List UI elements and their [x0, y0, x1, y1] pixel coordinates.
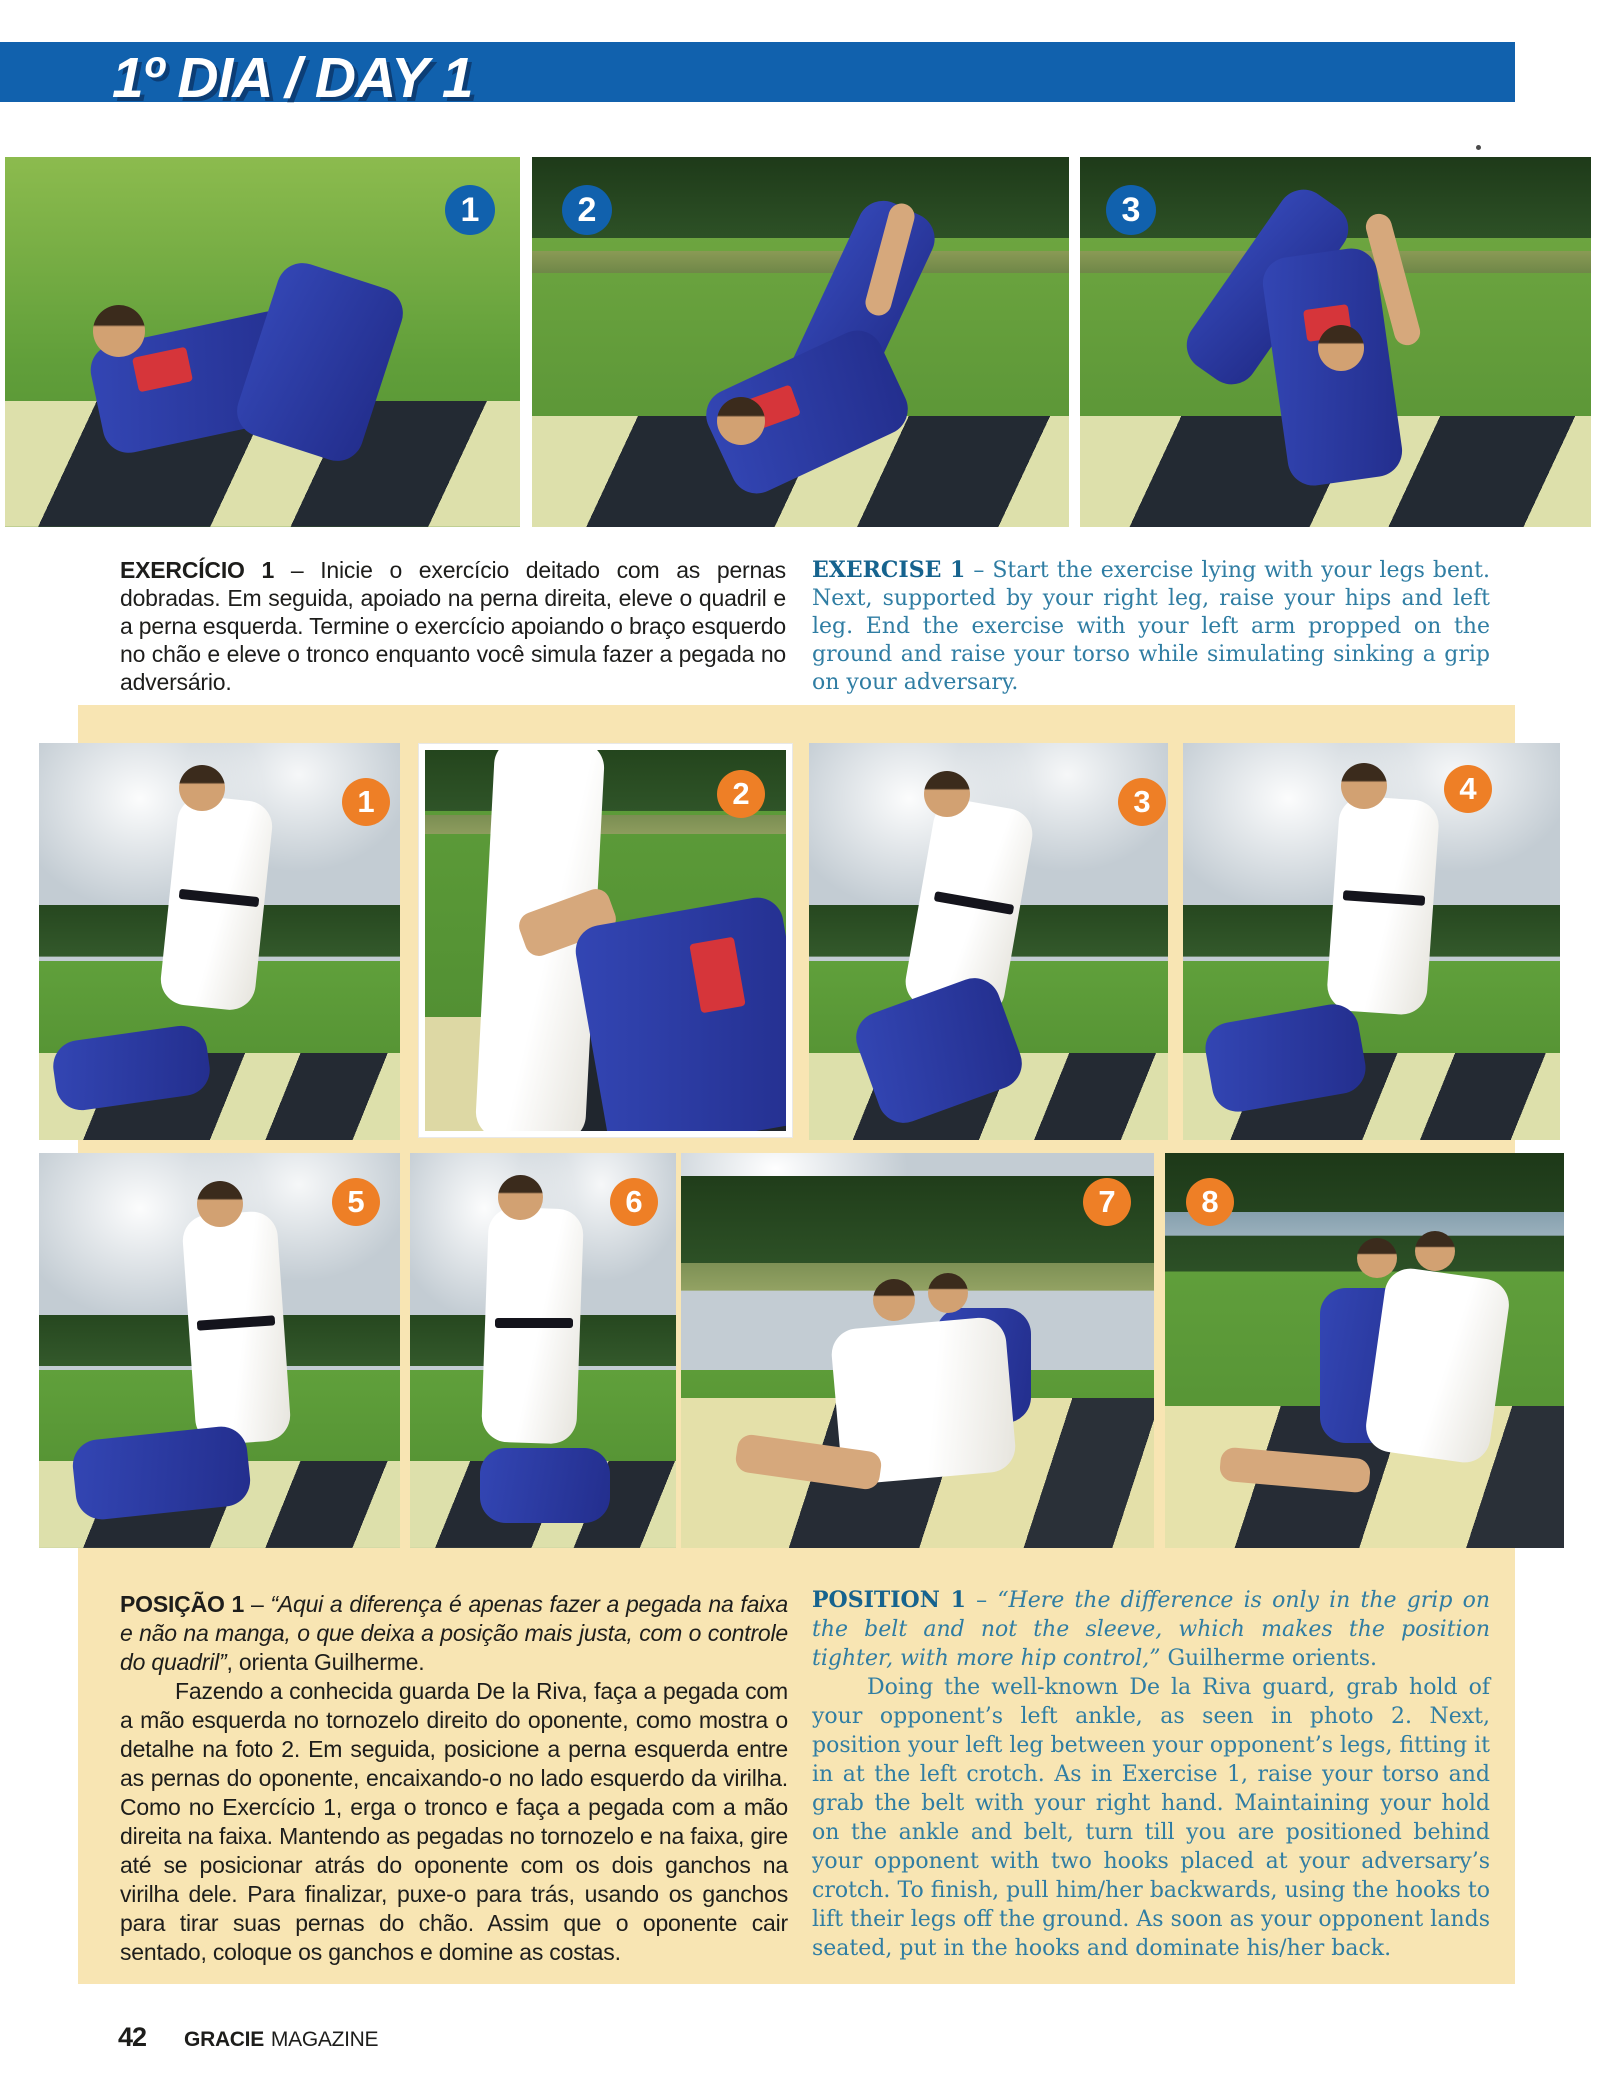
photo-exercise-step-3	[1080, 157, 1591, 527]
position-quote-attrib-pt: , orienta Guilherme.	[226, 1649, 425, 1675]
athlete-head	[179, 765, 225, 811]
photo-exercise-step-2	[532, 157, 1069, 527]
position-heading-pt: POSIÇÃO 1	[120, 1591, 245, 1617]
photo-number-badge	[332, 1178, 380, 1226]
print-speck	[1476, 145, 1481, 150]
blue-gi-figure	[1201, 1000, 1369, 1116]
athlete-head	[93, 305, 145, 357]
athlete-head	[873, 1279, 915, 1321]
photo-number-badge	[342, 778, 390, 826]
badge-number: 8	[1201, 1184, 1219, 1219]
magazine-name-regular: MAGAZINE	[270, 2028, 379, 2051]
photo-position-step-1	[39, 743, 400, 1140]
photo-position-step-6	[410, 1153, 676, 1548]
dash: –	[250, 1591, 264, 1617]
blue-gi-figure	[572, 894, 786, 1131]
photo-position-step-8	[1165, 1153, 1564, 1548]
blue-gi-figure	[480, 1448, 610, 1523]
position-quote-attrib-en: Guilherme orients.	[1160, 1646, 1377, 1671]
position-quote-pt: “Aqui a diferença é apenas fazer a pegada na faixa e não na manga, o que deixa a posição mais justa, com o controle do quadril”	[120, 1591, 788, 1675]
extended-legs	[1219, 1447, 1371, 1494]
photo-number-badge	[1083, 1178, 1131, 1226]
white-gi-figure-seated	[1363, 1265, 1513, 1466]
badge-number: 2	[577, 190, 597, 229]
page-footer	[118, 2022, 378, 2053]
position-body-pt: Fazendo a conhecida guarda De la Riva, faça a pegada com a mão esquerda no tornozelo direito do oponente, como mostra o detalhe na foto 2. Em seguida, posicione a perna esquerda entre as pernas do oponente, encaixando-o no lado esquerdo da virilha. Como no Exercício 1, erga o tronco e faça a pegada com a mão direita na faixa. Mantendo as pegadas no tornozelo e na faixa, gire até se posicionar atrás do oponente com os dois ganchos na virilha dele. Para finalizar, puxe-o para trás, usando os ganchos para tirar suas pernas do chão. Assim que o oponente cair sentado, coloque os ganchos e domine as costas.	[120, 1678, 788, 1965]
badge-number: 7	[1098, 1184, 1116, 1219]
photo-number-badge	[1444, 765, 1492, 813]
position-quote-en: “Here the difference is only in the grip on the belt and not the sleeve, which makes the position tighter, with more hip control,”	[812, 1588, 1490, 1671]
athlete-head	[924, 771, 970, 817]
photo-number-badge	[610, 1178, 658, 1226]
exercise-body-pt: Inicie o exercício deitado com as pernas dobradas. Em seguida, apoiado na perna direita, eleve o quadril e a perna esquerda. Termine o exercício apoiando o braço esquerdo no chão e eleve o tronco enquanto você simula fazer a pegada no adversário.	[120, 557, 786, 695]
dash: –	[973, 558, 985, 583]
dash: –	[976, 1588, 988, 1613]
page-title: 1º DIA / DAY 1	[112, 46, 473, 110]
exercise-heading-pt: EXERCÍCIO 1	[120, 557, 275, 583]
photo-number-badge	[717, 770, 765, 818]
blue-gi-figure	[70, 1424, 252, 1522]
photo-position-step-5	[39, 1153, 400, 1548]
dash: –	[290, 557, 304, 583]
black-belt	[495, 1318, 573, 1328]
athlete-head	[717, 397, 765, 445]
photo-exercise-step-1	[5, 157, 520, 527]
badge-number: 3	[1121, 190, 1141, 229]
page-number: 42	[118, 2022, 147, 2052]
badge-number: 4	[1459, 771, 1477, 806]
badge-number: 6	[625, 1184, 643, 1219]
photo-position-step-2-framed	[418, 743, 793, 1138]
photo-number-badge	[1186, 1178, 1234, 1226]
athlete-head	[1341, 763, 1387, 809]
photo-number-badge	[562, 185, 612, 235]
athlete-head	[1357, 1238, 1397, 1278]
photo-number-badge	[1118, 778, 1166, 826]
exercise-heading-en: EXERCISE 1	[812, 557, 966, 583]
magazine-name-bold: GRACIE	[184, 2028, 264, 2051]
position-heading-en: POSITION 1	[812, 1587, 966, 1613]
exercise-caption-english	[812, 556, 1490, 697]
position-body-en: Doing the well-known De la Riva guard, grab hold of your opponent’s left ankle, as seen in photo 2. Next, position your left leg between your opponent’s legs, fitting it in at the left crotch. As in Exercise 1, raise your torso and grab the belt with your right hand. Maintaining your hold on the ankle and belt, turn till you are positioned behind your opponent with two hooks placed at your adversary’s crotch. To finish, pull him/her backwards, using the hooks to lift their legs off the ground. As soon as your opponent lands seated, put in the hooks and dominate his/her back.	[812, 1675, 1490, 1961]
position-caption-english	[812, 1586, 1490, 1963]
position-caption-portuguese	[120, 1590, 788, 1967]
blue-gi-legs	[230, 256, 409, 467]
opponent-head	[1415, 1231, 1455, 1271]
photo-position-step-3	[809, 743, 1168, 1140]
exercise-body-en: Start the exercise lying with your legs bent. Next, supported by your right leg, raise your hips and left leg. End the exercise with your left arm propped on the ground and raise your torso while simulating sinking a grip on your adversary.	[812, 558, 1490, 695]
athlete-head	[498, 1175, 543, 1220]
photo-position-step-4	[1183, 743, 1560, 1140]
blue-gi-figure	[50, 1023, 213, 1114]
photo-number-badge	[1106, 185, 1156, 235]
photo-number-badge	[445, 185, 495, 235]
badge-number: 1	[460, 190, 480, 229]
badge-number: 5	[347, 1184, 365, 1219]
badge-number: 1	[357, 784, 375, 819]
photo-position-step-2	[425, 750, 786, 1131]
white-gi-figure	[1326, 795, 1441, 1016]
exercise-caption-portuguese	[120, 556, 786, 696]
opponent-head	[928, 1273, 968, 1313]
badge-number: 3	[1133, 784, 1151, 819]
athlete-head	[1318, 325, 1364, 371]
badge-number: 2	[732, 776, 750, 811]
photo-position-step-7	[681, 1153, 1154, 1548]
athlete-head	[197, 1181, 243, 1227]
